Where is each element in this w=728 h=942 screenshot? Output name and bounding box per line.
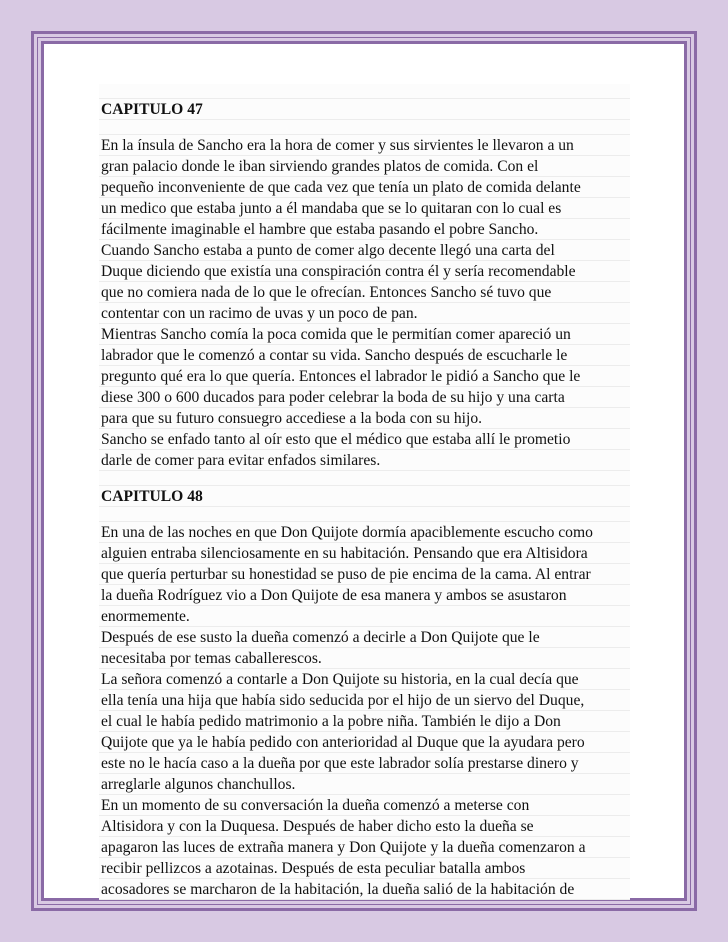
text-line: Quijote que ya le había pedido con anterioridad al Duque que la ayudara pero (99, 732, 630, 753)
text-line: apagaron las luces de extraña manera y Don Quijote y la dueña comenzaron a (99, 837, 630, 858)
chapter-47-body (99, 135, 630, 471)
text-line: fácilmente imaginable el hambre que estaba pasando el pobre Sancho. (99, 219, 630, 240)
text-line: Sancho se enfado tanto al oír esto que el médico que estaba allí le prometio (99, 429, 630, 450)
text-line: el cual le había pedido matrimonio a la pobre niña. También le dijo a Don (99, 711, 630, 732)
text-line: la dueña Rodríguez vio a Don Quijote de esa manera y ambos se asustaron (99, 585, 630, 606)
text-line: En un momento de su conversación la dueña comenzó a meterse con (99, 795, 630, 816)
text-line: diese 300 o 600 ducados para poder celebrar la boda de su hijo y una carta (99, 387, 630, 408)
text-line: Duque diciendo que existía una conspiración contra él y sería recomendable (99, 261, 630, 282)
text-line: darle de comer para evitar enfados similares. (99, 450, 630, 471)
document-page (99, 84, 630, 898)
text-line: para que su futuro consuegro accediese a la boda con su hijo. (99, 408, 630, 429)
text-line: Después de ese susto la dueña comenzó a decirle a Don Quijote que le (99, 627, 630, 648)
spacer (99, 84, 630, 99)
text-line: este no le hacía caso a la dueña por que este labrador solía prestarse dinero y (99, 753, 630, 774)
text-line: Altisidora y con la Duquesa. Después de haber dicho esto la dueña se (99, 816, 630, 837)
text-line: En la ínsula de Sancho era la hora de comer y sus sirvientes le llevaron a un (99, 135, 630, 156)
text-line: necesitaba por temas caballerescos. (99, 648, 630, 669)
chapter-47-heading: CAPITULO 47 (99, 99, 630, 120)
text-line: que quería perturbar su honestidad se puso de pie encima de la cama. Al entrar (99, 564, 630, 585)
text-line: labrador que le comenzó a contar su vida. Sancho después de escucharle le (99, 345, 630, 366)
text-line: En una de las noches en que Don Quijote dormía apaciblemente escucho como (99, 522, 630, 543)
spacer (99, 120, 630, 135)
text-line: arreglarle algunos chanchullos. (99, 774, 630, 795)
chapter-48-heading: CAPITULO 48 (99, 486, 630, 507)
text-line: enormemente. (99, 606, 630, 627)
text-line: Cuando Sancho estaba a punto de comer algo decente llegó una carta del (99, 240, 630, 261)
text-line: un medico que estaba junto a él mandaba que se lo quitaran con lo cual es (99, 198, 630, 219)
spacer (99, 471, 630, 486)
text-line: contentar con un racimo de uvas y un poco de pan. (99, 303, 630, 324)
text-line: acosadores se marcharon de la habitación, la dueña salió de la habitación de (99, 879, 630, 900)
text-line: que no comiera nada de lo que le ofrecían. Entonces Sancho sé tuvo que (99, 282, 630, 303)
text-line: Mientras Sancho comía la poca comida que le permitían comer apareció un (99, 324, 630, 345)
text-line: pregunto qué era lo que quería. Entonces el labrador le pidió a Sancho que le (99, 366, 630, 387)
text-line: ella tenía una hija que había sido seducida por el hijo de un siervo del Duque, (99, 690, 630, 711)
text-line: recibir pellizcos a azotainas. Después de esta peculiar batalla ambos (99, 858, 630, 879)
text-line: gran palacio donde le iban sirviendo grandes platos de comida. Con el (99, 156, 630, 177)
text-line: alguien entraba silenciosamente en su habitación. Pensando que era Altisidora (99, 543, 630, 564)
spacer (99, 507, 630, 522)
text-line: La señora comenzó a contarle a Don Quijote su historia, en la cual decía que (99, 669, 630, 690)
chapter-48-body (99, 522, 630, 900)
text-line: pequeño inconveniente de que cada vez que tenía un plato de comida delante (99, 177, 630, 198)
